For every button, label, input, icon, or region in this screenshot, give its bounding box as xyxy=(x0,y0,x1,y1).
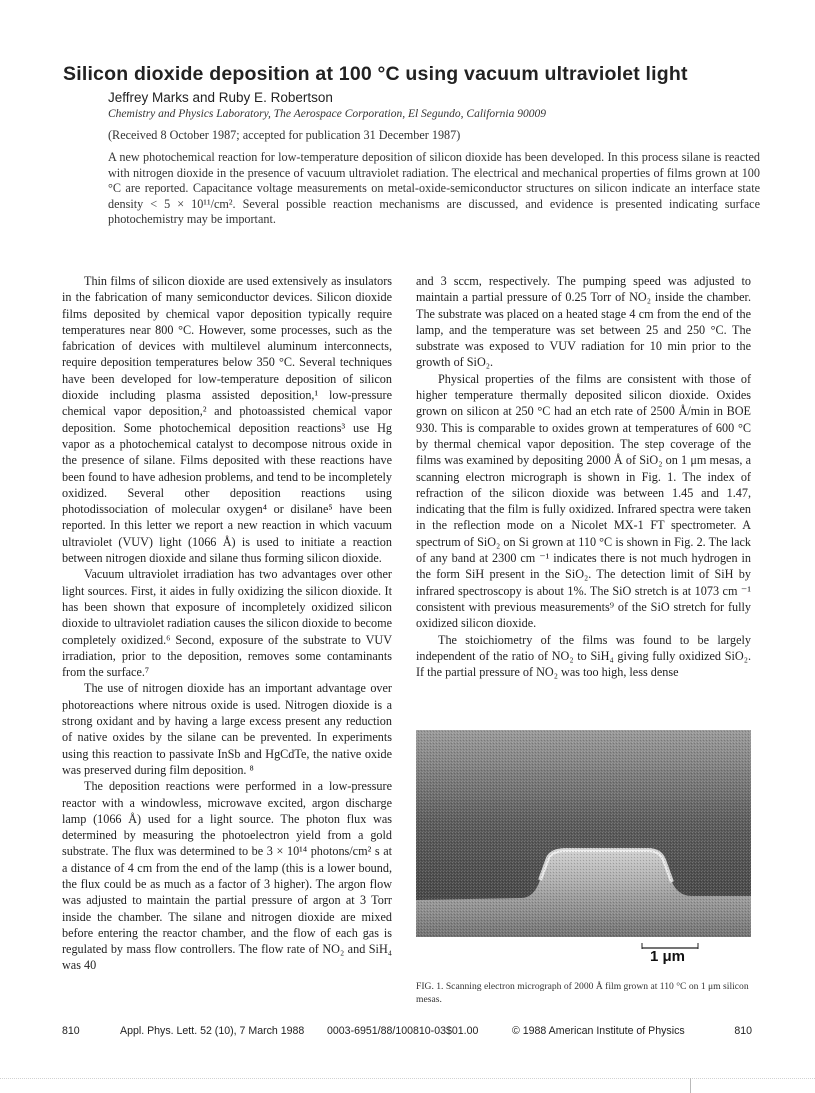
paragraph: The stoichiometry of the films was found to be largely independent of the ratio of NO₂ to SiH₄ giving fully oxidized SiO₂. If the partial pressure of NO₂ was too high, less dense xyxy=(416,632,751,680)
figure-caption: FIG. 1. Scanning electron micrograph of 2000 Å film grown at 110 °C on 1 μm silicon mesas. xyxy=(416,981,749,1005)
left-column xyxy=(62,273,392,974)
page-number: 810 xyxy=(734,1025,752,1037)
micrograph-image xyxy=(416,730,751,937)
paper-title: Silicon dioxide deposition at 100 °C using vacuum ultraviolet light xyxy=(63,63,688,85)
abstract: A new photochemical reaction for low-temperature deposition of silicon dioxide has been developed. In this process silane is reacted with nitrogen dioxide in the presence of vacuum ultraviolet radiation. The electrical and mechanical properties of films grown at 100 °C are reported. Capacitance voltage measurements on metal-oxide-semiconductor structures on silicon indicate an interface state density < 5 × 10¹¹/cm². Several possible reaction mechanisms are discussed, and evidence is presented indicating surface photochemistry may be important. xyxy=(108,150,760,227)
copyright: © 1988 American Institute of Physics xyxy=(512,1025,685,1037)
article-code: 0003-6951/88/100810-03$01.00 xyxy=(327,1025,479,1037)
scale-label: 1 μm xyxy=(650,948,686,965)
paragraph: The deposition reactions were performed in a low-pressure reactor with a windowless, microwave excited, argon discharge lamp (1066 Å) used for a light source. The photon flux was determined by measuring the photoelectron yield from a gold substrate. The flux was determined to be 3 × 10¹⁴ photons/cm² s at a distance of 4 cm from the end of the lamp (this is a lower bound, the flux could be as much as a factor of 3 higher). The argon flow was adjusted to maintain the partial pressure of argon at 3 Torr inside the chamber. The silane and nitrogen dioxide are mixed before entering the reactor chamber, and the flow of each gas is regulated by mass flow controllers. The flow rate of NO₂ and SiH₄ was 40 xyxy=(62,779,392,973)
received-date: (Received 8 October 1987; accepted for publication 31 December 1987) xyxy=(108,128,461,142)
paragraph: and 3 sccm, respectively. The pumping speed was adjusted to maintain a partial pressure of 0.25 Torr of NO₂ inside the chamber. The substrate was placed on a heated stage 4 cm from the end of the lamp, and the temperature was set between 25 and 250 °C. The substrate was exposed to VUV radiation for 10 min prior to the growth of SiO₂. xyxy=(416,274,751,370)
page-number: 810 xyxy=(62,1025,80,1037)
authors: Jeffrey Marks and Ruby E. Robertson xyxy=(108,90,333,105)
paragraph: Thin films of silicon dioxide are used extensively as insulators in the fabrication of many semiconductor devices. Silicon dioxide films deposited by chemical vapor deposition typically require temperatures near 800 °C. However, some processes, such as the fabrication of devices with multilevel aluminum interconnects, require deposition temperatures below 350 °C. Several techniques have been developed for low-temperature deposition of silicon dioxide including plasma assisted deposition,¹ low-pressure chemical vapor deposition,² and photoassisted chemical vapor deposition. Some photochemical deposition reactions³ use Hg vapor as a photochemical catalyst to decompose nitrous oxide in the presence of silane. Films deposited with these reactions have been found to have adhesion problems, and tend to be incompletely oxidized. Several other deposition reactions using photodissociation of molecular oxygen⁴ or disilane⁵ have been reported. In this letter we report a new reaction in which vacuum ultraviolet (VUV) light (1066 Å) is used to initiate a reaction between nitrogen dioxide and silane thus forming silicon dioxide. xyxy=(62,274,392,566)
page-footer xyxy=(62,1025,752,1039)
paragraph: The use of nitrogen dioxide has an important advantage over photoreactions where nitrous oxide is used. Nitrogen dioxide is a strong oxidant and by having a large excess present any reduction of native oxides by the silane can be prevented. In experiments using this reaction to passivate InSb and HgCdTe, the native oxide was preserved during film deposition. ⁸ xyxy=(62,681,392,777)
right-column xyxy=(416,273,751,680)
sem-micrograph xyxy=(416,730,751,937)
paragraph: Vacuum ultraviolet irradiation has two advantages over other light sources. First, it aides in fully oxidizing the silicon dioxide. It has been shown that exposure of incompletely oxidized silicon dioxide to ultraviolet radiation causes the silicon dioxide to become completely oxidized.⁶ Second, exposure of the substrate to VUV irradiation, prior to the deposition, removes some contaminants from the surface.⁷ xyxy=(62,567,392,680)
paragraph: Physical properties of the films are consistent with those of higher temperature thermally deposited silicon dioxide. Oxides grown on silicon at 250 °C had an etch rate of 2500 Å/min in BOE 930. This is comparable to oxides grown at temperatures of 600 °C by thermal chemical vapor deposition. The step coverage of the films was examined by depositing 2000 Å of SiO₂ on 1 μm mesas, a scanning electron micrograph is shown in Fig. 1. The index of refraction of the silicon dioxide was between 1.45 and 1.47, indicating that the film is fully oxidized. Infrared spectra were taken in the reflection mode on a Nicolet MX-1 FT spectrometer. A spectrum of SiO₂ on Si grown at 110 °C is shown in Fig. 2. The lack of any band at 2300 cm ⁻¹ indicates there is not much hydrogen in the form SiH present in the SiO₂. The detection limit of SiH by infrared spectroscopy is about 1%. The SiO stretch is at 1073 cm ⁻¹ consistent with previous measurements⁹ of the SiO stretch for fully oxidized silicon dioxide. xyxy=(416,371,751,631)
scan-edge-mark xyxy=(690,1078,691,1093)
journal-citation: Appl. Phys. Lett. 52 (10), 7 March 1988 xyxy=(120,1025,305,1037)
scan-edge-line xyxy=(0,1078,815,1079)
affiliation: Chemistry and Physics Laboratory, The Aerospace Corporation, El Segundo, California 90009 xyxy=(108,108,546,120)
